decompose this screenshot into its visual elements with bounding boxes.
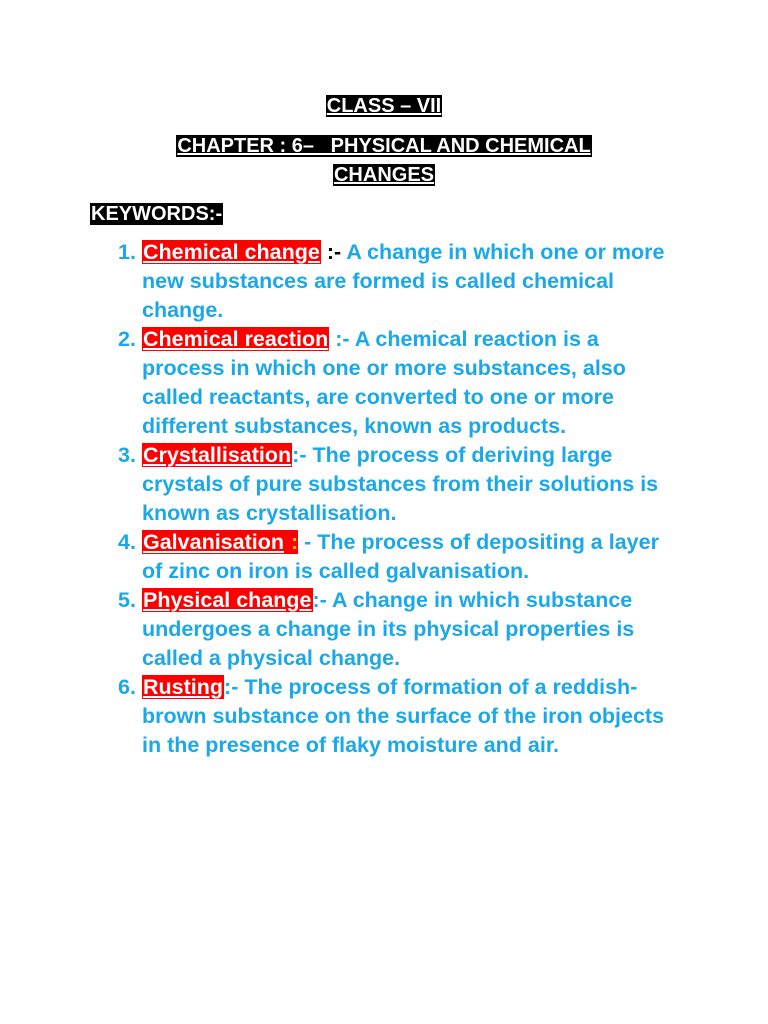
keyword-item [114, 238, 674, 325]
keyword-number: 6. [118, 675, 136, 699]
keyword-item [114, 673, 674, 760]
keyword-term: Chemical reaction [143, 327, 329, 351]
keyword-definition: The process of formation of a reddish-brown substance on the surface of the iron objects in the presence of flaky moisture and air. [142, 675, 665, 757]
keyword-definition: A change in which substance undergoes a change in its physical properties is called a physical change. [142, 588, 635, 670]
keywords-heading-text: KEYWORDS:- [91, 203, 223, 225]
class-title [0, 92, 768, 121]
keyword-separator: : [285, 530, 299, 554]
keyword-number: 4. [118, 530, 136, 554]
keyword-item [114, 586, 674, 673]
keywords-heading [90, 200, 223, 229]
chapter-title-line2: CHANGES [333, 164, 434, 186]
keyword-term: Rusting [143, 675, 224, 699]
chapter-title-continued [0, 161, 768, 190]
keyword-definition: - The process of depositing a layer of zinc on iron is called galvanisation. [142, 530, 659, 583]
keyword-term: Chemical change [143, 240, 320, 264]
keyword-number: 5. [118, 588, 136, 612]
keyword-item [114, 528, 674, 586]
keyword-number: 1. [118, 240, 136, 264]
chapter-title [0, 132, 768, 161]
keyword-separator: :- [312, 588, 327, 612]
keyword-term: Crystallisation [143, 443, 292, 467]
keyword-term: Physical change [143, 588, 312, 612]
keyword-separator: :- [292, 443, 307, 467]
keyword-definition: A chemical reaction is a process in which one or more substances, also called reactants, are converted to one or more different substances, known as products. [142, 327, 626, 438]
keyword-separator: :- [224, 675, 239, 699]
class-title-text: CLASS – VII [326, 95, 442, 117]
keyword-item [114, 441, 674, 528]
keyword-number: 3. [118, 443, 136, 467]
keyword-number: 2. [118, 327, 136, 351]
keyword-separator: :- [320, 240, 342, 264]
keyword-definition: A change in which one or more new substances are formed is called chemical change. [142, 240, 665, 322]
keywords-list [114, 238, 674, 760]
keyword-definition: The process of deriving large crystals of pure substances from their solutions is known as crystallisation. [142, 443, 659, 525]
keyword-item [114, 325, 674, 441]
keyword-separator: :- [329, 327, 350, 351]
chapter-title-line1: CHAPTER : 6– PHYSICAL AND CHEMICAL [177, 135, 591, 157]
keyword-term: Galvanisation [143, 530, 284, 554]
